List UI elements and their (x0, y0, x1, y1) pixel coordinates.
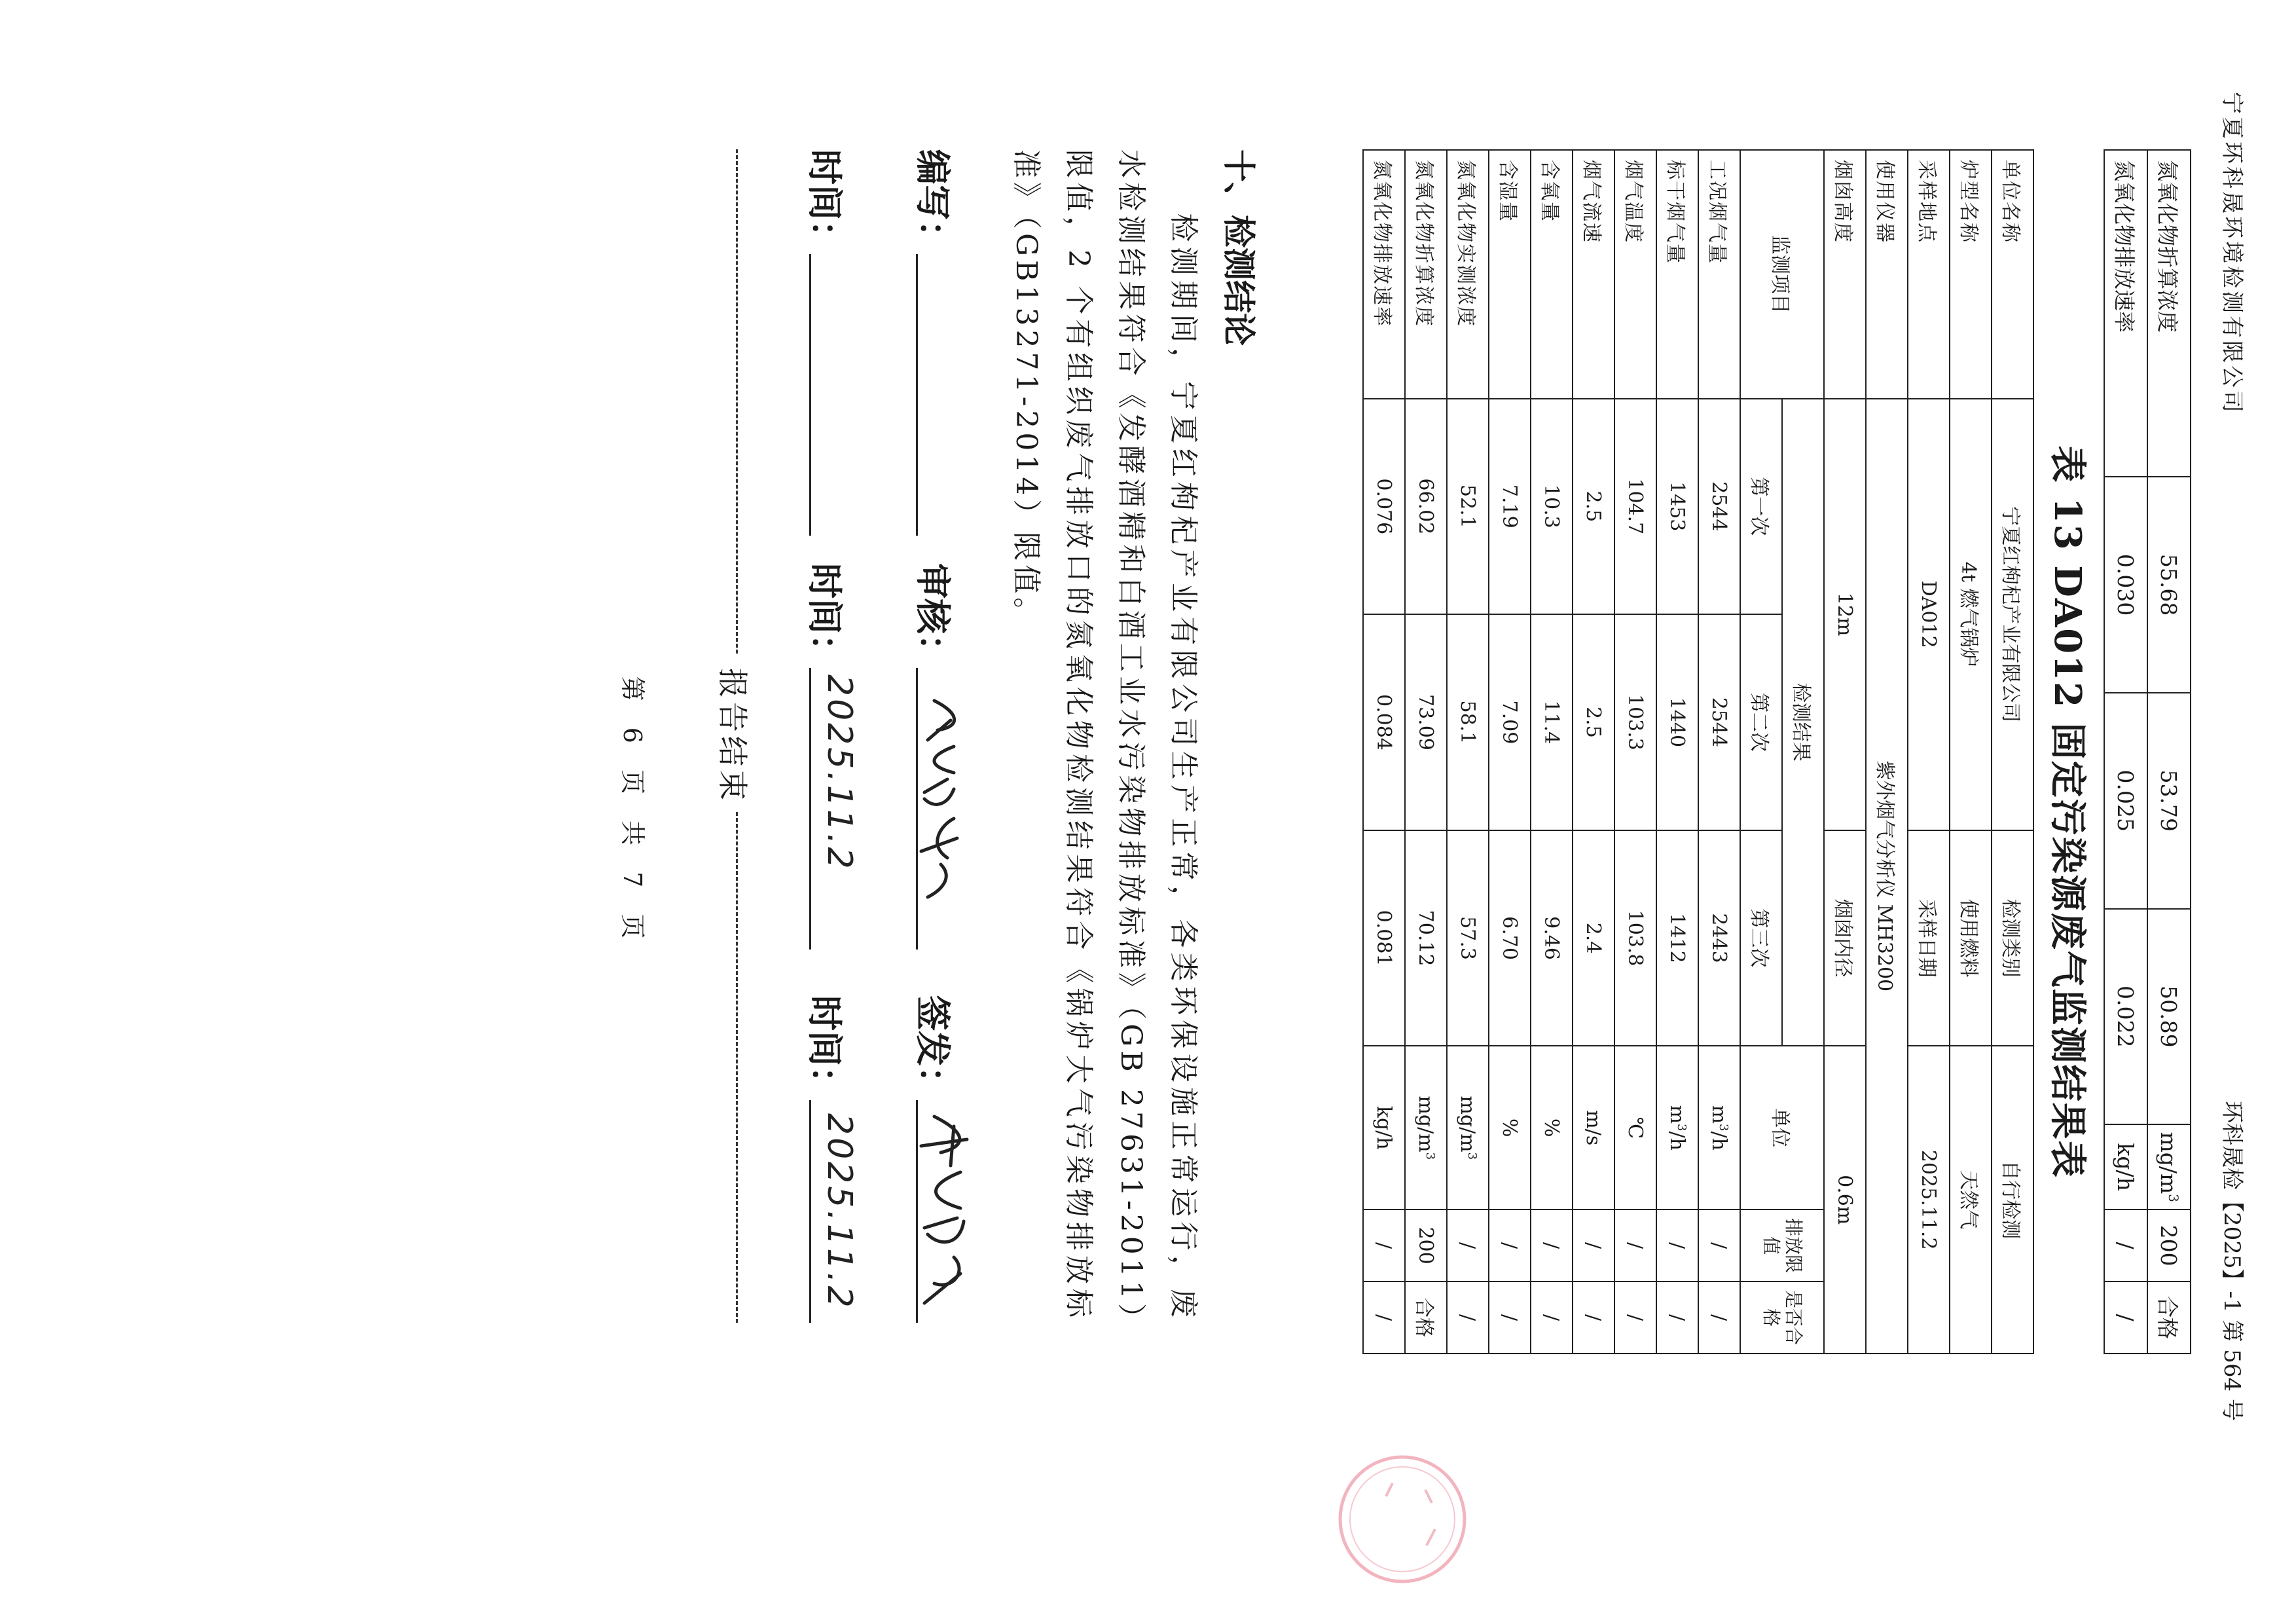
info-row (1950, 150, 1992, 1354)
table-row (1405, 150, 1447, 1354)
row-ok: / (1531, 1282, 1573, 1354)
compile-signature-line (916, 254, 918, 536)
table-row (1656, 150, 1698, 1354)
unit-superscript: 3 (1423, 1152, 1438, 1160)
row-limit: / (1531, 1209, 1573, 1282)
row-value: 10.3 (1531, 399, 1573, 615)
review-time-line (809, 668, 811, 950)
row-value: 0.081 (1363, 830, 1405, 1046)
row-value: 2544 (1698, 399, 1740, 615)
unit-superscript: 3 (2166, 1194, 2181, 1202)
unit-name-label: 单位名称 (1992, 150, 2033, 399)
col-header-unit: 单位 (1740, 1046, 1824, 1209)
row-ok: / (1363, 1282, 1405, 1354)
row-value: 70.12 (1405, 830, 1447, 1046)
row-item: 氮氧化物排放速率 (1363, 150, 1405, 399)
review-handwritten-signature (915, 694, 974, 904)
fuel-label: 使用燃料 (1950, 830, 1992, 1046)
stack-diameter-label: 烟囱内径 (1824, 830, 1866, 1046)
row-item: 烟气温度 (1614, 150, 1656, 399)
row-value: 2.5 (1573, 399, 1614, 615)
site: DA012 (1908, 399, 1950, 830)
row-unit (1531, 1046, 1573, 1209)
end-divider-left (736, 149, 738, 654)
col-header-limit: 排放限值 (1740, 1209, 1824, 1282)
row-value: 104.7 (1614, 399, 1656, 615)
info-row (1992, 150, 2033, 1354)
boiler-label: 炉型名称 (1950, 150, 1992, 399)
monitoring-table (1362, 149, 2034, 1354)
row-unit (1573, 1046, 1614, 1209)
unit-text: kg/h (1372, 1105, 1396, 1150)
unit-superscript: 3 (1465, 1152, 1480, 1160)
row-ok: 合格 (1405, 1282, 1447, 1354)
stack-diameter: 0.6m (1824, 1046, 1866, 1354)
row-value: 7.09 (1489, 614, 1531, 830)
compile-time-label: 时间： (804, 149, 846, 255)
review-label: 审核： (912, 563, 954, 669)
test-type-label: 检测类别 (1992, 830, 2033, 1046)
row-value: 11.4 (1531, 614, 1573, 830)
col-header-run1: 第一次 (1740, 399, 1782, 615)
row-value: 2443 (1698, 830, 1740, 1046)
instrument-label: 使用仪器 (1866, 150, 1908, 399)
info-row (1866, 150, 1908, 1354)
row-unit (1405, 1046, 1447, 1209)
table-row (1531, 150, 1573, 1354)
row-ok: / (2104, 1282, 2147, 1354)
row-ok: / (1698, 1282, 1740, 1354)
issue-handwritten-signature (915, 1107, 980, 1316)
row-ok: / (1656, 1282, 1698, 1354)
row-value: 73.09 (1405, 614, 1447, 830)
col-header-run2: 第二次 (1740, 614, 1782, 830)
row-value: 0.022 (2104, 909, 2147, 1125)
unit-text: mg/m (1456, 1096, 1480, 1153)
row-limit: / (1489, 1209, 1531, 1282)
unit-text: m (1666, 1105, 1689, 1124)
date-label: 采样日期 (1908, 830, 1950, 1046)
row-ok: / (1447, 1282, 1489, 1354)
unit-text: m/s (1582, 1110, 1605, 1146)
row-value: 1412 (1656, 830, 1698, 1046)
row-value: 6.70 (1489, 830, 1531, 1046)
row-value: 9.46 (1531, 830, 1573, 1046)
col-header-run3: 第三次 (1740, 830, 1782, 1046)
unit-text: m (1707, 1105, 1731, 1124)
row-unit (2147, 1124, 2191, 1209)
sample-date: 2025.11.2 (1908, 1046, 1950, 1354)
issue-label: 签发： (912, 995, 954, 1101)
compile-label: 编写： (912, 149, 954, 255)
row-unit (1363, 1046, 1405, 1209)
row-limit: 200 (1405, 1209, 1447, 1282)
review-time-handwritten: 2025.11.2 (820, 674, 859, 872)
row-limit: / (1656, 1209, 1698, 1282)
row-value: 58.1 (1447, 614, 1489, 830)
boiler: 4t 燃气锅炉 (1950, 399, 1992, 830)
fuel: 天然气 (1950, 1046, 1992, 1354)
row-item: 工况烟气量 (1698, 150, 1740, 399)
col-header-ok: 是否合格 (1740, 1282, 1824, 1354)
stack-height-label: 烟囱高度 (1824, 150, 1866, 399)
row-value: 1440 (1656, 614, 1698, 830)
row-unit (1447, 1046, 1489, 1209)
unit-name: 宁夏红枸杞产业有限公司 (1992, 399, 2033, 830)
row-limit: / (1363, 1209, 1405, 1282)
row-ok: / (1614, 1282, 1656, 1354)
row-unit (1489, 1046, 1531, 1209)
info-row (1824, 150, 1866, 1354)
row-limit: / (1573, 1209, 1614, 1282)
unit-superscript: 3 (1675, 1124, 1689, 1132)
unit-text: ℃ (1624, 1116, 1647, 1139)
report-end: 报告结束 (715, 668, 750, 804)
row-value: 0.025 (2104, 693, 2147, 909)
row-value: 0.030 (2104, 477, 2147, 693)
row-ok: / (1489, 1282, 1531, 1354)
table-row (2104, 150, 2147, 1354)
row-unit (1698, 1046, 1740, 1209)
row-value: 50.89 (2147, 909, 2191, 1125)
row-value: 103.3 (1614, 614, 1656, 830)
company-seal (1334, 1450, 1471, 1588)
row-value: 0.076 (1363, 399, 1405, 615)
unit-suffix: /h (1707, 1131, 1731, 1151)
table-row (1573, 150, 1614, 1354)
row-limit: / (1614, 1209, 1656, 1282)
row-limit: / (2104, 1209, 2147, 1282)
row-value: 55.68 (2147, 477, 2191, 693)
conclusion-body: 检测期间，宁夏红枸杞产业有限公司生产正常，各类环保设施正常运行，废水检测结果符合《发酵酒精和白酒工业水污染物排放标准》（GB 27631-2011）限值，2 个有组织废气排放口的氮氧化物检测结果符合《锅炉大气污染物排放标准》（GB13271-2014）限值。 (1010, 149, 1200, 1321)
instrument: 紫外烟气分析仪 MH3200 (1866, 399, 1908, 1354)
unit-text: mg/m (2156, 1132, 2182, 1194)
compile-time-line (809, 254, 811, 536)
table-row (2147, 150, 2191, 1354)
row-unit (1656, 1046, 1698, 1209)
table-title: 表 13 DA012 固定污染源废气监测结果表 (2046, 445, 2089, 1179)
issue-time-label: 时间： (804, 995, 846, 1101)
row-value: 2.5 (1573, 614, 1614, 830)
table-row (1614, 150, 1656, 1354)
row-unit (2104, 1124, 2147, 1209)
table-row (1489, 150, 1531, 1354)
conclusion-heading: 十、检测结论 (1220, 149, 1258, 346)
unit-text: mg/m (1414, 1096, 1438, 1153)
col-header-item: 监测项目 (1740, 150, 1824, 399)
row-ok: 合格 (2147, 1282, 2191, 1354)
unit-superscript: 3 (1717, 1124, 1731, 1132)
row-limit: / (1698, 1209, 1740, 1282)
company-header: 宁夏环科晟环境检测有限公司 (2219, 92, 2245, 415)
site-label: 采样地点 (1908, 150, 1950, 399)
row-value: 53.79 (2147, 693, 2191, 909)
row-value: 0.084 (1363, 614, 1405, 830)
row-item: 含湿量 (1489, 150, 1531, 399)
unit-suffix: /h (1666, 1131, 1689, 1151)
row-item: 氮氧化物排放速率 (2104, 150, 2147, 477)
report-number: 环科晟检【2025】-1 第 564 号 (2219, 1101, 2245, 1421)
review-time-label: 时间： (804, 563, 846, 669)
end-divider-right (736, 812, 738, 1323)
row-value: 103.8 (1614, 830, 1656, 1046)
issue-time-handwritten: 2025.11.2 (820, 1113, 859, 1310)
row-value: 2.4 (1573, 830, 1614, 1046)
col-header-results: 检测结果 (1782, 399, 1824, 1046)
table-row (1698, 150, 1740, 1354)
header-row (1782, 150, 1824, 1354)
row-item: 标干烟气量 (1656, 150, 1698, 399)
unit-text: kg/h (2113, 1143, 2139, 1191)
row-value: 2544 (1698, 614, 1740, 830)
row-value: 1453 (1656, 399, 1698, 615)
row-value: 66.02 (1405, 399, 1447, 615)
test-type: 自行检测 (1992, 1046, 2033, 1354)
stack-height: 12m (1824, 399, 1866, 830)
row-ok: / (1573, 1282, 1614, 1354)
row-limit: 200 (2147, 1209, 2191, 1282)
table-row (1363, 150, 1405, 1354)
row-item: 烟气流速 (1573, 150, 1614, 399)
row-item: 氮氧化物折算浓度 (1405, 150, 1447, 399)
unit-text: % (1540, 1118, 1563, 1137)
row-item: 氮氧化物实测浓度 (1447, 150, 1489, 399)
row-value: 52.1 (1447, 399, 1489, 615)
conclusion-text (1000, 149, 1209, 1321)
previous-table-rows (2104, 149, 2191, 1354)
table-row (1447, 150, 1489, 1354)
row-limit: / (1447, 1209, 1489, 1282)
unit-text: % (1498, 1118, 1522, 1137)
row-item: 含氧量 (1531, 150, 1573, 399)
row-item: 氮氧化物折算浓度 (2147, 150, 2191, 477)
issue-time-line (809, 1100, 811, 1323)
row-unit (1614, 1046, 1656, 1209)
page-number: 第 6 页 共 7 页 (618, 676, 647, 948)
info-row (1908, 150, 1950, 1354)
row-value: 57.3 (1447, 830, 1489, 1046)
row-value: 7.19 (1489, 399, 1531, 615)
